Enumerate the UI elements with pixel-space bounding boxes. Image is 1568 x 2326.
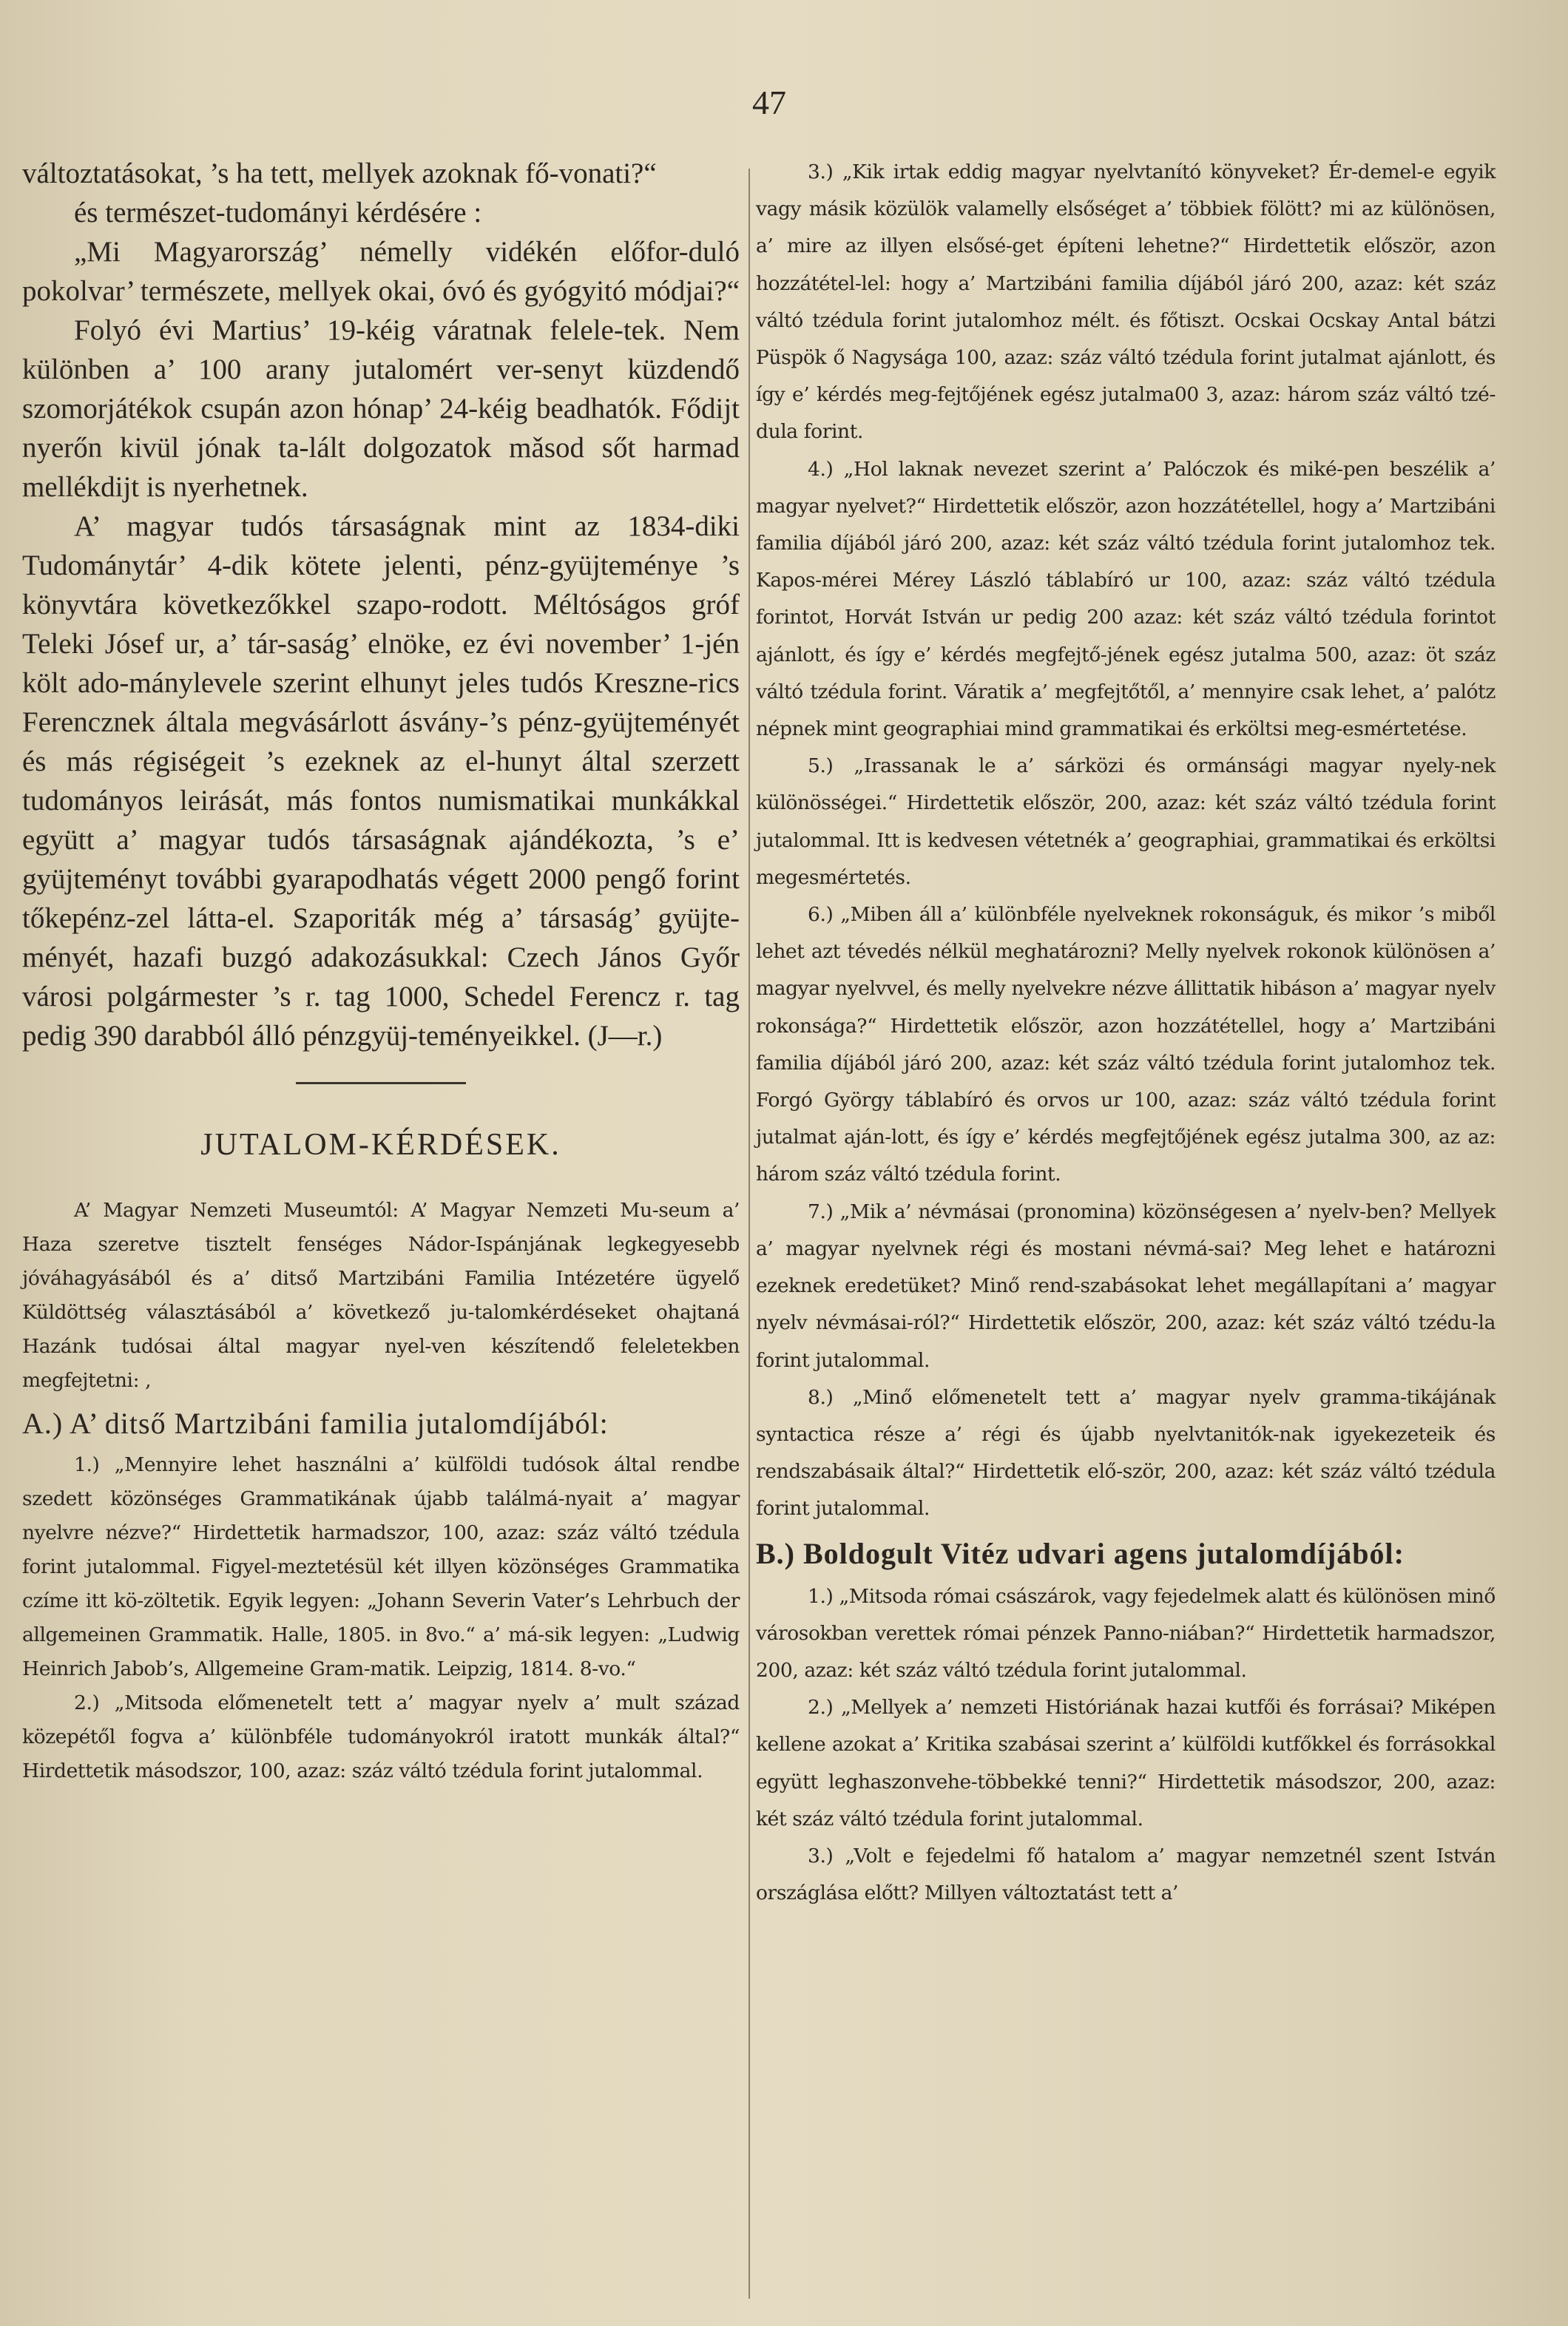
- question-1: 1.) „Mennyire lehet használni a’ külföldi tudósok által rendbe szedett közönséges Grammatikának újabb találmá-nyait a’ magyar nyelvre nézve?“ Hirdettetik harmadszor, 100, azaz: száz váltó tzédula forint jutalommal. Figyel-meztetésül két illyen közönséges Grammatika czíme itt kö-zöltetik. Egyik legyen: „Johann Severin Vater’s Lehrbuch der allgemeinen Grammatik. Halle, 1805. in 8vo.“ a’ má-sik legyen: „Ludwig Heinrich Jabob’s, Allgemeine Gram-matik. Leipzig, 1814. 8-vo.“: [22, 1453, 740, 1680]
- paragraph: A’ magyar tudós társaságnak mint az 1834-diki Tudománytár’ 4-dik kötete jelenti, pénz-gyüjteménye ’s könyvtára következőkkel szapo-rodott. Méltóságos gróf Teleki Jósef ur, a’ tár-saság’ elnöke, ez évi november’ 1-jén költ ado-mánylevele szerint elhunyt jeles tudós Kreszne-rics Ferencznek általa megvásárlott ásvány-’s pénz-gyüjteményét és más régiségeit ’s ezeknek az el-hunyt által szerzett tudományos leirását, más fontos numismatikai munkákkal együtt a’ magyar tudós társaságnak ajándékozta, ’s e’ gyüjteményt további gyarapodhatás végett 2000 pengő forint tőkepénz-zel látta-el. Szaporiták még a’ társaság’ gyüjte-ményét, hazafi buzgó adakozásukkal: Czech János Győr városi polgármester ’s r. tag 1000, Schedel Ferencz r. tag pedig 390 darabból álló pénzgyüj-teményeikkel. (J—r.): [22, 510, 740, 1052]
- subhead-b: B.) Boldogult Vitéz udvari agens jutalomdíjából:: [756, 1536, 1405, 1570]
- question-b2: 2.) „Mellyek a’ nemzeti Históriának hazai kutfői és forrásai? Miképen kellene azokat a’ Kritika szabásai szerint a’ külföldi kutfőkkel és forrásokkal együtt leghaszonvehe-többekké tenni?“ Hirdettetik másodszor, 200, azaz: két száz váltó tzédula forint jutalommal.: [756, 1696, 1496, 1830]
- right-column: [756, 154, 1496, 1912]
- section-rule: [296, 1082, 466, 1084]
- left-body: [22, 154, 740, 1055]
- question-8: 8.) „Minő előmenetelt tett a’ magyar nyelv gramma-tikájának syntactica része a’ régi és újabb nyelvtanitók-nak igyekezeteik és rendszabásaik által?“ Hirdettetik elő-ször, 200, azaz: két száz váltó tzédula forint jutalommal.: [756, 1385, 1496, 1521]
- question-7: 7.) „Mik a’ névmásai (pronomina) közönségesen a’ nyelv-ben? Mellyek a’ magyar nyelvnek régi és mostani névmá-sai? Meg lehet e határozni ezeknek eredetüket? Minő rend-szabásokat lehet megállapítani a’ magyar nyelv névmásai-ról?“ Hirdettetik először, 200, azaz: két száz váltó tzédu-la forint jutalommal.: [756, 1200, 1496, 1372]
- page-number: 47: [752, 84, 786, 121]
- paragraph: változtatásokat, ’s ha tett, mellyek azoknak fő-vonati?“: [22, 158, 657, 189]
- right-small-text: [756, 154, 1496, 1912]
- left-small-text: [22, 1194, 740, 1788]
- question-b3: 3.) „Volt e fejedelmi fő hatalom a’ magyar nemzetnél szent István országlása előtt? Millyen változtatást tett a’: [756, 1844, 1496, 1905]
- question-3: 3.) „Kik irtak eddig magyar nyelvtanító könyveket? Ér-demel-e egyik vagy másik közülök valamelly elsőséget a’ többiek fölött? mi az különösen, a’ mire az illyen elsősé-get építeni lehetne?“ Hirdettetik először, azon hozzátétel-lel: hogy a’ Martzibáni familia díjából járó 200, azaz: két száz váltó tzédula forint jutalomhoz mélt. és főtiszt. Ocskai Ocskay Antal bátzi Püspök ő Nagysága 100, azaz: száz váltó tzédula forint jutalmat ajánlott, és így e’ kérdés meg-fejtőjének egész jutalma00 3, azaz: három száz váltó tzé-dula forint.: [756, 160, 1496, 444]
- section-heading: JUTALOM-KÉRDÉSEK.: [200, 1128, 561, 1162]
- paragraph: és természet-tudományi kérdésére :: [74, 197, 482, 229]
- paragraph: „Mi Magyarország’ némelly vidékén előfor-duló pokolvar’ természete, mellyek okai, óvó és gyógyitó módjai?“: [22, 236, 740, 307]
- question-2: 2.) „Mitsoda előmenetelt tett a’ magyar nyelv a’ mult század közepétől fogva a’ különbféle tudományokról iratott munkák által?“ Hirdettetik másodszor, 100, azaz: száz váltó tzédula forint jutalommal.: [22, 1691, 740, 1782]
- question-b1: 1.) „Mitsoda római császárok, vagy fejedelmek alatt és különösen minő városokban verettek római pénzek Panno-niában?“ Hirdettetik harmadszor, 200, azaz: két száz váltó tzédula forint jutalommal.: [756, 1584, 1496, 1682]
- intro-paragraph: A’ Magyar Nemzeti Museumtól: A’ Magyar Nemzeti Mu-seum a’ Haza szeretve tisztelt fenséges Nádor-Ispánjának legkegyesebb jóváhagyásából és a’ ditső Martzibáni Familia Intézetére ügyelő Küldöttség választásából a’ következő ju-talomkérdéseket ohajtaná Hazánk tudósai által magyar nyel-ven készítendő feleletekben megfejtetni: ,: [22, 1199, 740, 1392]
- question-6: 6.) „Miben áll a’ különbféle nyelveknek rokonságuk, és mikor ’s miből lehet azt tévedés nélkül meghatározni? Melly nyelvek rokonok különösen a’ magyar nyelvvel, és melly nyelvekre nézve állittatik hibáson a’ magyar nyelv rokonsága?“ Hirdettetik először, azon hozzátétellel, hogy a’ Martzibáni familia díjából járó 200, azaz: két száz váltó tzédula forint jutalomhoz tek. Forgó György táblabíró és orvos ur 100, azaz: száz váltó tzédula forint jutalmat aján-lott, és így e’ kérdés megfejtőjének egész jutalma 300, az az: három száz váltó tzédula forint.: [756, 903, 1496, 1186]
- question-5: 5.) „Irassanak le a’ sárközi és ormánsági magyar nyely-nek különösségei.“ Hirdettetik először, 200, azaz: két száz váltó tzédula forint jutalommal. Itt is kedvesen vétetnék a’ geographiai, grammatikai és erköltsi megesmértetés.: [756, 754, 1496, 889]
- left-column: [22, 154, 740, 1788]
- column-divider: [748, 169, 750, 2299]
- subhead-a: A.) A’ ditső Martzibáni familia jutalomdíjából:: [22, 1407, 609, 1440]
- question-4: 4.) „Hol laknak nevezet szerint a’ Palóczok és miké-pen beszélik a’ magyar nyelvet?“ Hirdettetik először, azon hozzátétellel, hogy a’ Martzibáni familia díjából járó 200, azaz: két száz váltó tzédula forint jutalomhoz tek. Kapos-mérei Mérey László táblabíró ur 100, azaz: száz váltó tzédula forintot, Horvát István ur pedig 200 azaz: két száz váltó tzédula forintot ajánlott, és így e’ kérdés megfejtő-jének egész jutalma 500, azaz: öt száz váltó tzédula forint. Váratik a’ megfejtőtől, a’ mennyire csak lehet, a’ palótz népnek mint geographiai mind grammatikai és erköltsi meg-esmértetése.: [756, 457, 1496, 741]
- paragraph: Folyó évi Martius’ 19-kéig váratnak felele-tek. Nem különben a’ 100 arany jutalomért ver-senyt küzdendő szomorjátékok csupán azon hónap’ 24-kéig beadhatók. Fődijt nyerőn kivül jónak ta-lált dolgozatok mǎsod sőt harmad mellékdijt is nyerhetnek.: [22, 314, 740, 503]
